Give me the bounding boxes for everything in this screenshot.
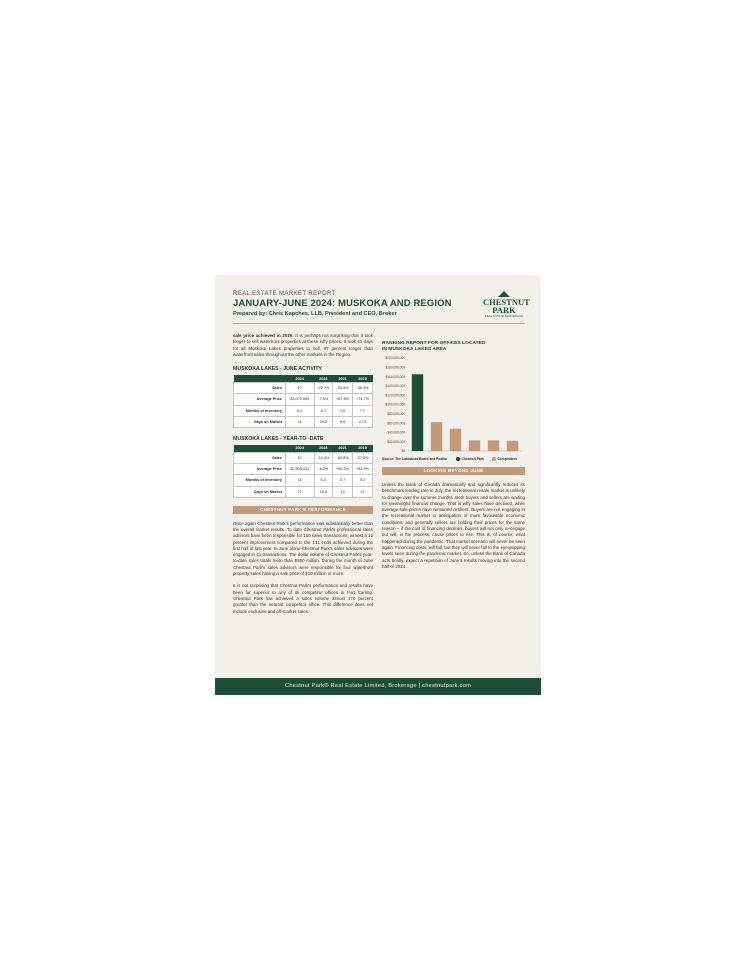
table-cell: 18.5: [314, 486, 333, 497]
legend-competitors-label: Competitors: [497, 457, 517, 461]
bar-competitor: [488, 440, 499, 451]
performance-paragraph-2: It is not surprising that Chestnut Park's performance and results have been far superior to any of its competitor offices in Port Carling. Chestnut Park has achieved a sales volume almost 170 percent greater than the nearest competitor office. This difference does not include exclusive and off-market sales.: [233, 583, 373, 614]
y-tick-label: $20,000,000: [387, 439, 405, 444]
row-label: Months of Inventory: [234, 475, 286, 486]
intro-text: It is perhaps not surprising that it took longer to sell waterfront properties at these lofty prices. It took 41 days for all Muskoka Lakes properties to sell, 57 percent longer than waterfront sales throughout the other markets in the Region.: [233, 333, 373, 357]
bar-competitor: [431, 422, 442, 451]
table-row: [234, 486, 373, 497]
logo-line1: CHESTNUT: [483, 297, 530, 307]
table-header-cell: 2024: [286, 375, 315, 383]
chart-title: [382, 341, 525, 353]
row-label: Sales: [234, 383, 286, 394]
bar-competitor: [507, 441, 518, 451]
y-tick-label: $160,000,000: [385, 374, 405, 379]
table-cell: 10: [333, 486, 353, 497]
y-tick-label: $120,000,000: [385, 393, 405, 398]
report-page: [215, 275, 541, 695]
table-cell: -22.7%: [314, 383, 333, 394]
bar-chestnut-park: [412, 374, 423, 451]
bar-competitor: [450, 429, 461, 451]
row-label: Sales: [234, 452, 286, 463]
left-column: [233, 333, 373, 615]
table-row: [234, 416, 373, 427]
y-tick-label: $200,000,000: [385, 356, 405, 361]
legend-chestnut: [456, 457, 484, 461]
table-cell: 7.7: [353, 405, 373, 416]
y-tick-label: $60,000,000: [387, 421, 405, 426]
legend-chestnut-label: Chestnut Park: [461, 457, 484, 461]
chart-title-line2: IN MUSKOKA LAKES AREA: [382, 347, 447, 352]
table-header-cell: [234, 445, 286, 453]
table-cell: 6.7: [314, 405, 333, 416]
table-row: [234, 464, 373, 475]
row-label: Average Price: [234, 394, 286, 405]
table-cell: -64.8%: [333, 452, 353, 463]
y-tick-label: $100,000,000: [385, 402, 405, 407]
row-label: Days on Market: [234, 486, 286, 497]
bar-competitor: [469, 440, 480, 451]
table-cell: 26.5: [314, 416, 333, 427]
y-tick-label: $80,000,000: [387, 412, 405, 416]
right-column: [382, 333, 525, 570]
row-label: Months of Inventory: [234, 405, 286, 416]
report-kicker: REAL ESTATE MARKET REPORT: [233, 291, 336, 297]
table-cell: 11: [286, 475, 315, 486]
table-header-row: [234, 375, 373, 383]
table-cell: 3.7: [333, 475, 353, 486]
table-header-cell: 2023: [314, 445, 333, 453]
table-cell: +87.6%: [333, 394, 353, 405]
report-title: JANUARY-JUNE 2024: MUSKOKA AND REGION: [233, 298, 452, 309]
y-tick-label: $140,000,000: [385, 384, 405, 389]
table-cell: +83.3%: [353, 464, 373, 475]
chart-legend: [382, 455, 525, 463]
table-cell: $2,509,431: [286, 464, 315, 475]
legend-chestnut-swatch: [456, 457, 460, 461]
logo-line2: PARK: [492, 305, 516, 315]
table-cell: 27: [353, 486, 373, 497]
chart-source: Source: The Lakelands Board and Realtor: [382, 457, 448, 461]
prepared-by: Prepared by: Chris Kapches, LLB, President and CEO, Broker: [233, 311, 397, 317]
table-header-cell: [234, 375, 286, 383]
intro-paragraph: [233, 333, 373, 358]
logo-line3: REAL ESTATE BROKERAGE: [484, 315, 524, 318]
table-cell: 9.2: [286, 405, 315, 416]
table-cell: -16.8%: [314, 452, 333, 463]
table1-title: MUSKOKA LAKES - JUNE ACTIVITY: [233, 366, 322, 373]
footer-bar: Chestnut Park® Real Estate Limited, Brokerage | chestnutpark.com: [215, 678, 541, 695]
table2-title: MUSKOKA LAKES - YEAR-TO -DATE: [233, 435, 324, 442]
table-cell: -8.2%: [314, 464, 333, 475]
y-tick-label: $0: [401, 449, 405, 454]
chart-title-line1: RANKING REPORT FOR OFFICES LOCATED: [382, 341, 486, 346]
table-header-cell: 2021: [333, 375, 353, 383]
table-header-cell: 2023: [314, 375, 333, 383]
table-cell: 8.5: [333, 416, 353, 427]
intro-bold: sale price achieved in 2019.: [233, 333, 294, 338]
row-label: Average Price: [234, 464, 286, 475]
table-cell: -50.5%: [333, 383, 353, 394]
chestnut-park-logo: [483, 291, 530, 318]
table-cell: +65.2%: [333, 464, 353, 475]
table-header-cell: 2024: [286, 445, 315, 453]
table-cell: 17: [286, 383, 315, 394]
table-cell: -7.0%: [314, 394, 333, 405]
table-cell: 6.2: [314, 475, 333, 486]
beyond-june-paragraph: Unless the Bank of Canada dramatically and significantly reduces its benchmark lending rate in July, the recreational resale market is unlikely to change over the summer months. Both buyers and sellers are waiting for meaningful financial change. That is why sales have declined, while average sale prices have remained resilient. Buyers are not engaging in the recreational market in anticipation of more favourable economic conditions, and generally sellers are holding their prices for the same reason – if the cost of financing declines, buyers will not only re-engage but will, in the process, cause prices to rise. This is, of course, what happened during the pandemic. That market scenario will never be seen again. Financing costs, will fall, but they will never fall to the eye-popping levels seen during the pandemic market. So, unless the Bank of Canada acts boldly, expect a repetition of June's results moving into the second half of 2024.: [382, 482, 525, 569]
table-cell: 41: [286, 416, 315, 427]
table-header-row: [234, 445, 373, 453]
table-cell: -27.8%: [353, 452, 373, 463]
table-cell: 27: [286, 486, 315, 497]
table-cell: 27.5: [353, 416, 373, 427]
row-label: Days on Market: [234, 416, 286, 427]
ranking-chart-svg: [382, 355, 525, 455]
ranking-chart: [382, 355, 525, 455]
table-cell: 1.6: [333, 405, 353, 416]
table-header-cell: 2019: [353, 375, 373, 383]
header-divider: [233, 323, 525, 324]
table-row: [234, 475, 373, 486]
june-activity-table: [233, 375, 373, 428]
table-cell: 9.2: [353, 475, 373, 486]
performance-paragraph-1: Once again Chestnut Park's performance was substantially better than the overall market results. To date Chestnut Park's professional sales advisors have been responsible for 150 sales transactions, almost a 15 percent improvement compared to the 131 ends achieved during the first half of last year. In June alone Chestnut Park's sales advisors were engaged in 41 transactions. The dollar volume of Chestnut Park's year-to-date sales totals more than $300 million. During the month of June Chestnut Park's sales advisors were responsible for four waterfront property sales having a sale price of $10 million or more.: [233, 520, 373, 577]
performance-heading: CHESTNUT PARK'S PERFORMANCE: [233, 506, 373, 514]
y-tick-label: $180,000,000: [385, 365, 405, 370]
table-cell: -36.3%: [353, 383, 373, 394]
table-header-cell: 2019: [353, 445, 373, 453]
legend-competitors: [492, 457, 517, 461]
table-cell: 57: [286, 452, 315, 463]
table-header-cell: 2021: [333, 445, 353, 453]
beyond-june-heading: LOOKING BEYOND JUNE: [382, 467, 525, 475]
table-row: [234, 394, 373, 405]
table-cell: $3,070,059: [286, 394, 315, 405]
legend-competitors-swatch: [492, 457, 496, 461]
y-tick-label: $40,000,000: [387, 430, 405, 435]
table-row: [234, 405, 373, 416]
table-cell: +74.7%: [353, 394, 373, 405]
ytd-table: [233, 445, 373, 498]
table-row: [234, 452, 373, 463]
table-row: [234, 383, 373, 394]
